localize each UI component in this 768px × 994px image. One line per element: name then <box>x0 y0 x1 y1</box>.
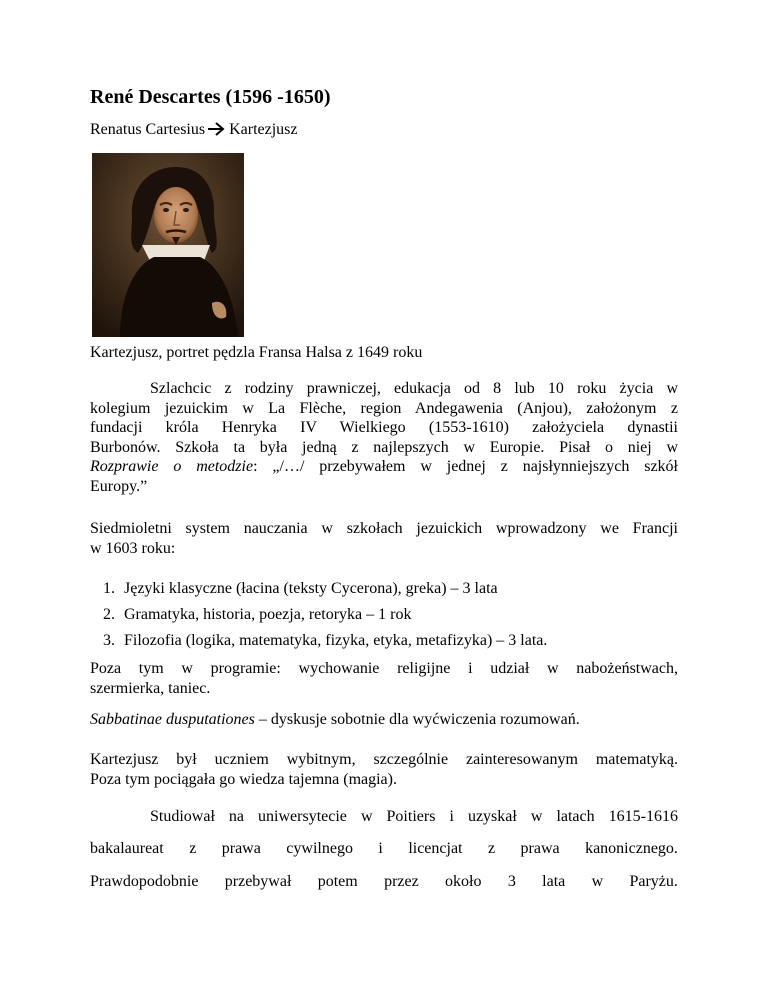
word: potem <box>317 873 358 890</box>
word: około <box>445 873 482 890</box>
list-text: Gramatyka, historia, poezja, retoryka – 1 rok <box>124 606 412 623</box>
list-item <box>103 580 498 598</box>
paragraph-line-spread <box>90 840 678 858</box>
word: Prawdopodobnie <box>90 873 199 890</box>
list-number: 1. <box>103 580 115 597</box>
paragraph-line: w 1603 roku: <box>90 539 176 557</box>
paragraph-text: : „/…/ przebywałem w jednej z najsłynniejszych szkół <box>253 458 678 475</box>
word: przebywał <box>224 873 292 890</box>
word: kanonicznego. <box>585 840 678 857</box>
list-number: 3. <box>103 632 115 649</box>
paragraph-student <box>90 750 678 789</box>
word: licencjat <box>408 840 463 857</box>
paragraph-line: Kartezjusz był uczniem wybitnym, szczególnie zainteresowanym matematyką. <box>90 751 678 768</box>
word: i <box>378 840 383 857</box>
paragraph-disputations <box>90 711 580 729</box>
word: w <box>591 873 604 890</box>
word: cywilnego <box>286 840 353 857</box>
paragraph-line: Studiował na uniwersytecie w Poitiers i uzyskał w latach 1615-1616 <box>150 808 678 825</box>
word: z <box>487 840 496 857</box>
word: prawa <box>520 840 560 857</box>
name-variants <box>90 121 298 139</box>
list-number: 2. <box>103 606 115 623</box>
paragraph-line: kolegium jezuickim w La Flèche, region Andegawenia (Anjou), założonym z <box>90 399 678 417</box>
portrait-image <box>92 153 244 337</box>
list-text: Filozofia (logika, matematyka, fizyka, etyka, metafizyka) – 3 lata. <box>124 632 548 649</box>
latin-name: Renatus Cartesius <box>90 121 206 138</box>
paragraph-extra <box>90 659 678 698</box>
paragraph-education <box>90 379 678 496</box>
word: 3 <box>507 873 516 890</box>
paragraph-studies <box>90 807 678 827</box>
paragraph-line-spread <box>90 873 678 891</box>
paragraph-line: Poza tym w programie: wychowanie religijne i udział w nabożeństwach, <box>90 660 678 677</box>
word: lata <box>542 873 566 890</box>
paragraph-text: – dyskusje sobotnie dla wyćwiczenia rozumowań. <box>254 711 580 728</box>
paragraph-line: Szlachcic z rodziny prawniczej, edukacja od 8 lub 10 roku życia w <box>150 380 678 397</box>
list-item <box>103 606 411 624</box>
arrow-right-icon <box>207 122 225 136</box>
word: Paryżu. <box>629 873 678 890</box>
list-item <box>103 632 547 650</box>
paragraph-line: fundacji króla Henryka IV Wielkiego (1553-1610) założyciela dynastii <box>90 419 678 436</box>
work-title: Rozprawie o metodzie <box>90 458 254 475</box>
list-text: Języki klasyczne (łacina (teksty Cycerona), greka) – 3 lata <box>124 580 498 597</box>
polish-name: Kartezjusz <box>229 121 298 138</box>
paragraph-system <box>90 519 678 558</box>
latin-term: Sabbatinae dusputationes <box>90 711 255 728</box>
word: bakalaureat <box>90 840 164 857</box>
paragraph-line: Burbonów. Szkoła ta była jedną z najlepszych w Europie. Pisał o niej w <box>90 438 678 456</box>
word: z <box>189 840 197 857</box>
word: przez <box>384 873 419 890</box>
word: prawa <box>221 840 261 857</box>
paragraph-line: Siedmioletni system nauczania w szkołach jezuickich wprowadzony we Francji <box>90 520 678 537</box>
paragraph-line: Europy.” <box>90 477 148 495</box>
paragraph-line: Poza tym pociągała go wiedza tajemna (magia). <box>90 770 397 788</box>
page-title: René Descartes (1596 -1650) <box>90 86 331 108</box>
paragraph-line <box>90 457 678 477</box>
paragraph-line: szermierka, taniec. <box>90 679 211 697</box>
portrait-caption: Kartezjusz, portret pędzla Fransa Halsa z 1649 roku <box>90 344 423 361</box>
